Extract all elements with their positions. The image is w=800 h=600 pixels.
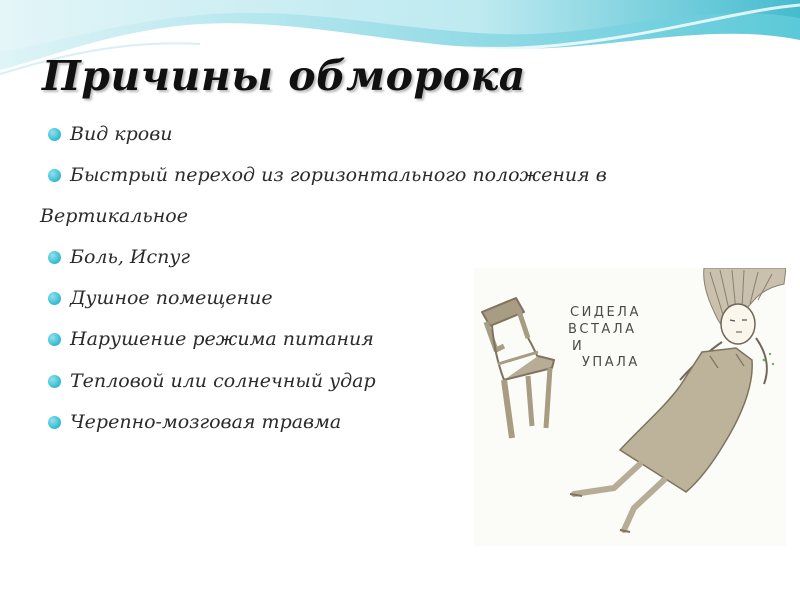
bullet-dot-icon	[48, 375, 61, 388]
caption-line-4: УПАЛА	[582, 355, 640, 370]
cause-item-text: Душное помещение	[70, 287, 273, 309]
cause-item	[48, 325, 374, 353]
cause-item-text: Черепно-мозговая травма	[70, 411, 342, 433]
bullet-dot-icon	[48, 416, 61, 429]
cause-item-text: Нарушение режима питания	[70, 328, 374, 350]
cause-item	[48, 120, 173, 148]
bullet-dot-icon	[48, 292, 61, 305]
cause-item-text: Боль, Испуг	[70, 246, 190, 268]
cause-item	[48, 367, 376, 395]
cause-item-text: Вертикальное	[40, 205, 188, 227]
cause-item	[48, 243, 190, 271]
bullet-dot-icon	[48, 169, 61, 182]
cause-item-text: Тепловой или солнечный удар	[70, 370, 376, 392]
bullet-dot-icon	[48, 333, 61, 346]
caption-line-3: И	[572, 339, 585, 354]
cause-item	[40, 202, 188, 230]
fainting-illustration	[474, 268, 786, 546]
cause-item	[48, 408, 341, 436]
caption-line-1: СИДЕЛА	[570, 305, 641, 320]
cause-item-text: Вид крови	[70, 123, 173, 145]
cause-item	[48, 161, 607, 189]
cause-item	[48, 284, 273, 312]
caption-line-2: ВСТАЛА	[568, 322, 637, 337]
bullet-dot-icon	[48, 128, 61, 141]
bullet-dot-icon	[48, 251, 61, 264]
slide-title: Причины обморока	[42, 52, 526, 100]
cause-item-text: Быстрый переход из горизонтального положения в	[70, 164, 607, 186]
chair-drawing	[482, 298, 554, 438]
